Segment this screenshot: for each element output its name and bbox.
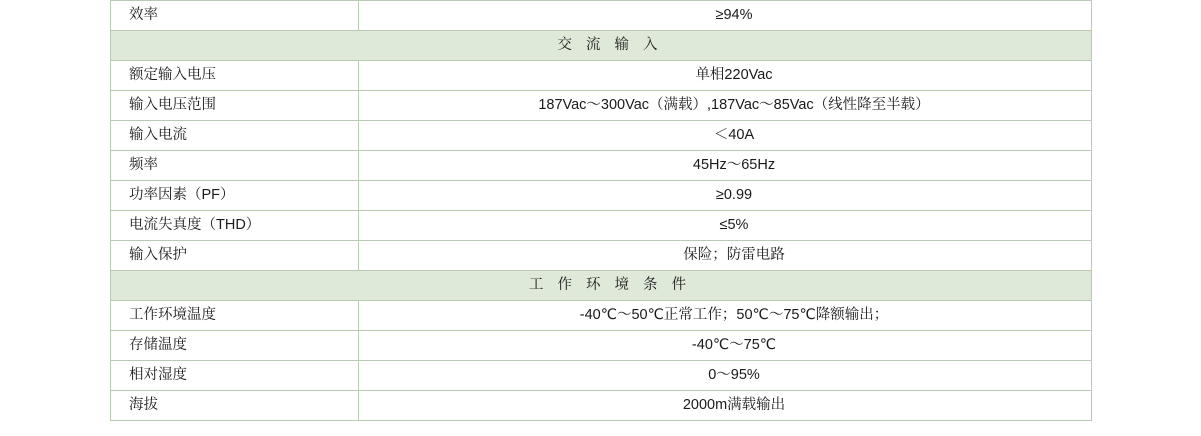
spec-value-cell: ＜40A: [359, 121, 1092, 151]
spec-label-cell: 功率因素（PF）: [111, 181, 359, 211]
spec-value-cell: ≥94%: [359, 1, 1092, 31]
spec-label-cell: 频率: [111, 151, 359, 181]
spec-value-cell: ≤5%: [359, 211, 1092, 241]
specification-table: [110, 0, 1092, 421]
spec-value-cell: 单相220Vac: [359, 61, 1092, 91]
spec-value-cell: 保险；防雷电路: [359, 241, 1092, 271]
spec-value-cell: 45Hz～65Hz: [359, 151, 1092, 181]
spec-label-cell: 电流失真度（THD）: [111, 211, 359, 241]
table-row: [111, 301, 1092, 331]
table-section-row: [111, 271, 1092, 301]
spec-value-cell: 0～95%: [359, 361, 1092, 391]
spec-label-cell: 额定输入电压: [111, 61, 359, 91]
table-row: [111, 241, 1092, 271]
spec-label-cell: 相对湿度: [111, 361, 359, 391]
table-row: [111, 331, 1092, 361]
table-row: [111, 391, 1092, 421]
spec-value-cell: -40℃～75℃: [359, 331, 1092, 361]
section-title-cell: [111, 31, 1092, 61]
section-title-cell: [111, 271, 1092, 301]
section-title: 交 流 输 入: [557, 36, 663, 53]
spec-label-cell: 工作环境温度: [111, 301, 359, 331]
spec-label-cell: 海拔: [111, 391, 359, 421]
spec-label-cell: 输入电压范围: [111, 91, 359, 121]
spec-label-cell: 效率: [111, 1, 359, 31]
spec-value-cell: 2000m满载输出: [359, 391, 1092, 421]
table-row: [111, 1, 1092, 31]
spec-value-cell: -40℃～50℃正常工作；50℃～75℃降额输出；: [359, 301, 1092, 331]
spec-value-cell: ≥0.99: [359, 181, 1092, 211]
specification-table-body: [111, 1, 1092, 421]
spec-value-cell: 187Vac～300Vac（满载）,187Vac～85Vac（线性降至半载）: [359, 91, 1092, 121]
table-row: [111, 61, 1092, 91]
table-row: [111, 181, 1092, 211]
table-row: [111, 121, 1092, 151]
spec-label-cell: 输入保护: [111, 241, 359, 271]
table-row: [111, 91, 1092, 121]
section-title: 工 作 环 境 条 件: [528, 276, 692, 293]
table-row: [111, 361, 1092, 391]
table-row: [111, 151, 1092, 181]
table-row: [111, 211, 1092, 241]
spec-label-cell: 输入电流: [111, 121, 359, 151]
spec-label-cell: 存储温度: [111, 331, 359, 361]
table-section-row: [111, 31, 1092, 61]
